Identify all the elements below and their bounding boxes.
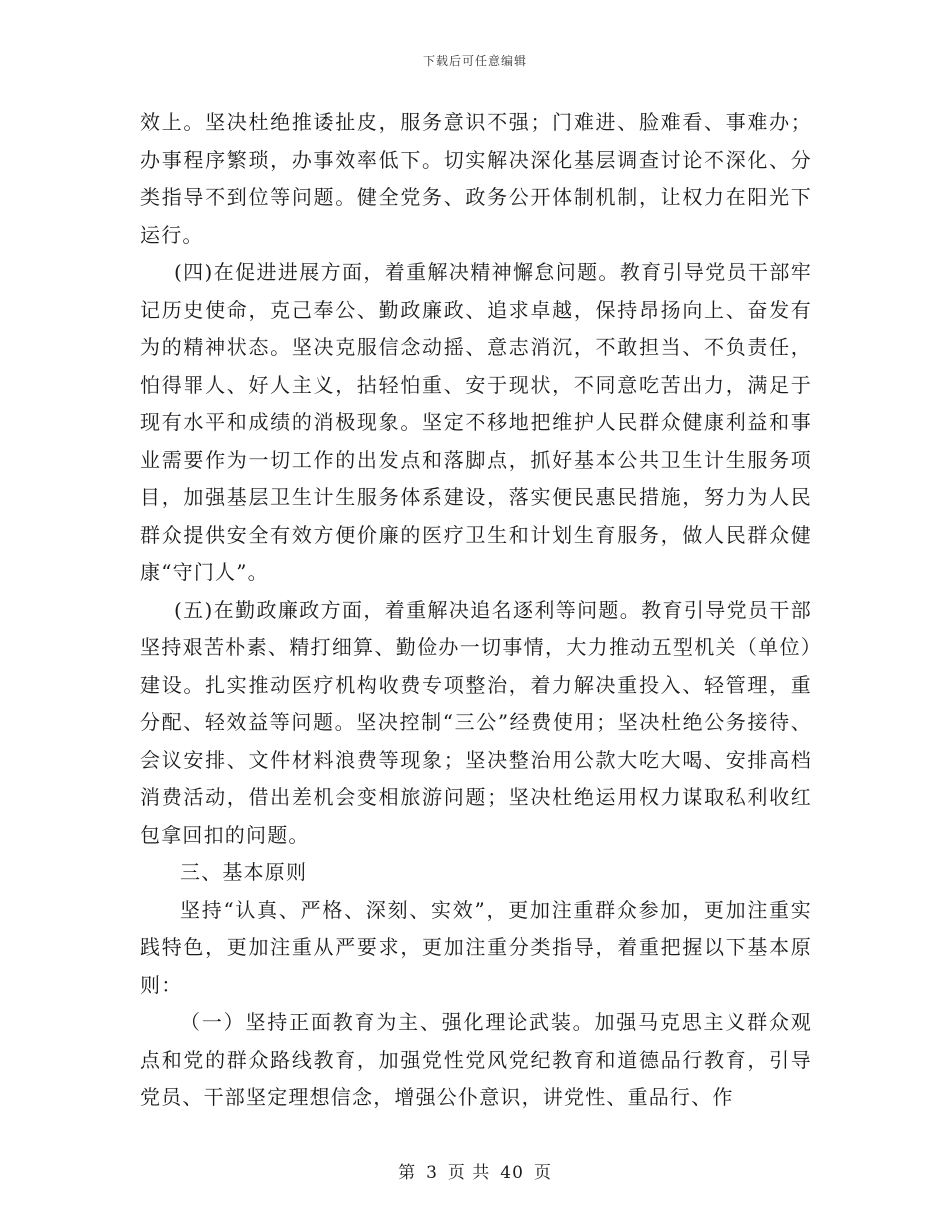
page-header: 下载后可任意编辑 xyxy=(422,54,527,68)
footer-prefix: 第 xyxy=(398,1163,417,1183)
footer-page-number: 3 xyxy=(426,1163,438,1183)
document-body xyxy=(140,104,812,1117)
section-heading-basic-principles: 三、基本原则 xyxy=(180,860,308,884)
paragraph-principle-one: （一）坚持正面教育为主、强化理论武装。加强马克思主义群众观点和党的群众路线教育，加强党性党风党纪教育和道德品行教育，引导党员、干部坚定理想信念，增强公仆意识，讲党性、重品行、作 xyxy=(140,1010,812,1109)
footer-total-pages: 40 xyxy=(500,1163,524,1183)
footer-middle: 页 共 xyxy=(447,1163,491,1183)
paragraph-principles-intro: 坚持“认真、严格、深刻、实效”，更加注重群众参加，更加注重实践特色，更加注重从严要求，更加注重分类指导，着重把握以下基本原则： xyxy=(140,897,812,997)
paragraph-section-four: (四)在促进进展方面，着重解决精神懈怠问题。教育引导党员干部牢记历史使命，克己奉公、勤政廉政、追求卓越，保持昂扬向上、奋发有为的精神状态。坚决克服信念动摇、意志消沉，不敢担当、不负责任，怕得罪人、好人主义，拈轻怕重、安于现状，不同意吃苦出力，满足于现有水平和成绩的消极现象。坚定不移地把维护人民群众健康利益和事业需要作为一切工作的出发点和落脚点，抓好基本公共卫生计生服务项目，加强基层卫生计生服务体系建设，落实便民惠民措施，努力为人民群众提供安全有效方便价廉的医疗卫生和计划生育服务，做人民群众健康“守门人”。 xyxy=(140,260,812,584)
page-footer xyxy=(0,1158,950,1183)
footer-suffix: 页 xyxy=(533,1163,552,1183)
paragraph-section-five: (五)在勤政廉政方面，着重解决追名逐利等问题。教育引导党员干部坚持艰苦朴素、精打细算、勤俭办一切事情，大力推动五型机关（单位）建设。扎实推动医疗机构收费专项整治，着力解决重投入、轻管理，重分配、轻效益等问题。坚决控制“三公”经费使用；坚决杜绝公务接待、会议安排、文件材料浪费等现象；坚决整治用公款大吃大喝、安排高档消费活动，借出差机会变相旅游问题；坚决杜绝运用权力谋取私利收红包拿回扣的问题。 xyxy=(140,597,812,847)
paragraph-continuation: 效上。坚决杜绝推诿扯皮，服务意识不强；门难进、脸难看、事难办；办事程序繁琐，办事效率低下。切实解决深化基层调查讨论不深化、分类指导不到位等问题。健全党务、政务公开体制机制，让权力在阳光下运行。 xyxy=(140,110,812,247)
